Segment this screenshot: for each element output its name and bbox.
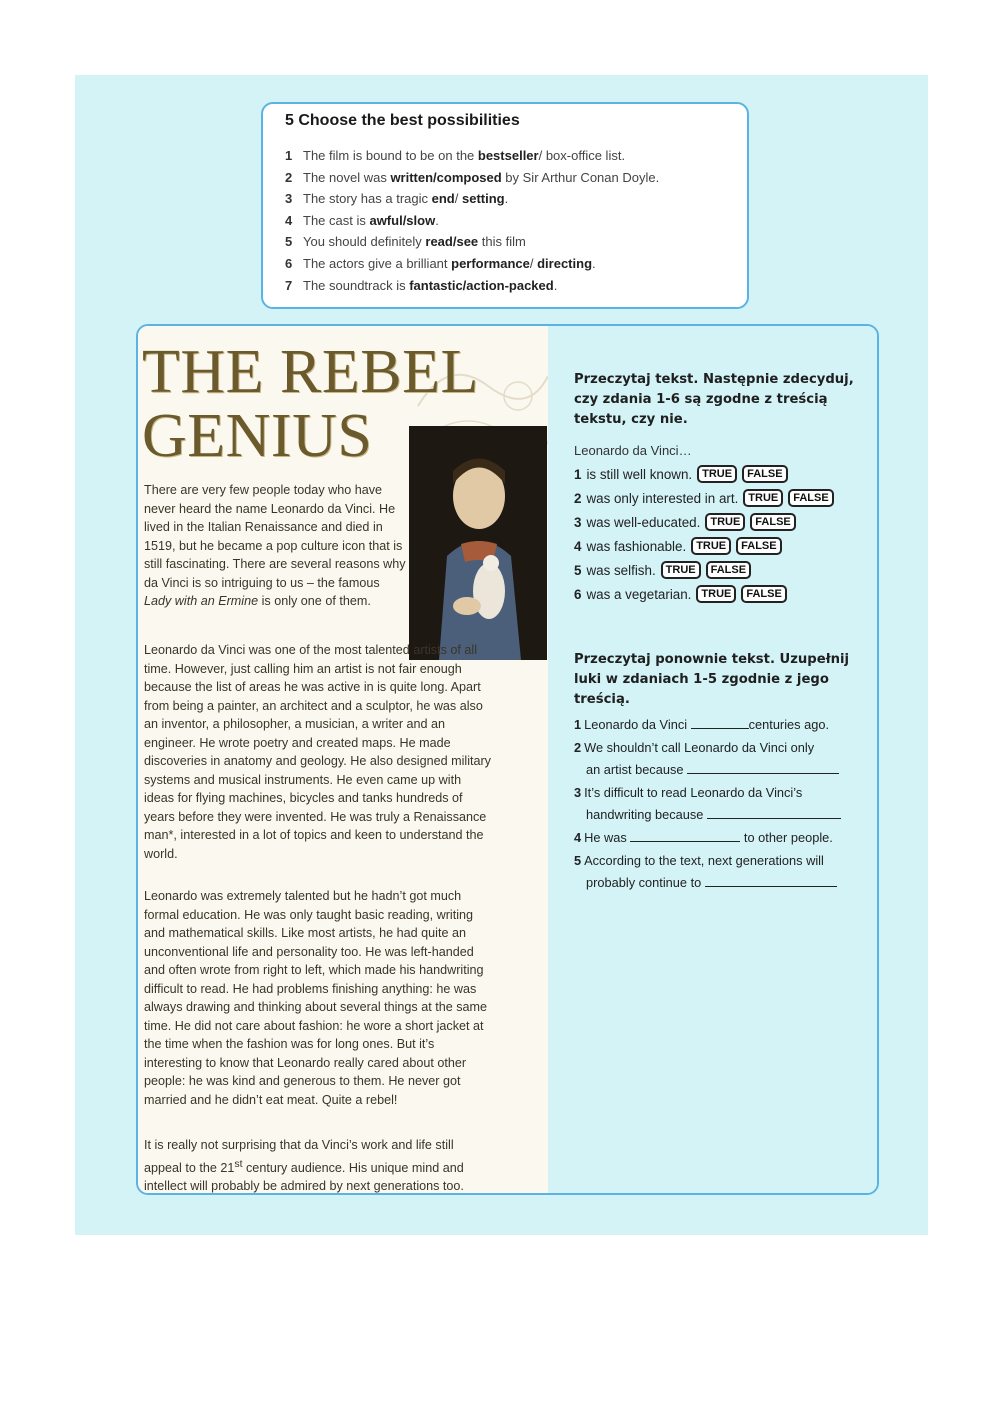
gap-input[interactable] [691, 715, 749, 729]
false-button[interactable]: FALSE [706, 561, 751, 579]
true-button[interactable]: TRUE [705, 513, 745, 531]
article-paragraph-1: There are very few people today who have never heard the name Leonardo da Vinci. He lived in the Italian Renaissance and died in 1519, but he became a pop culture icon that is still fascinating. There are several reasons why da Vinci is so intriguing to us – the famous Lady with an Ermine is only one of them. [144, 483, 406, 608]
gap-fill-instruction: Przeczytaj ponownie tekst. Uzupełnij luki w zdaniach 1-5 zgodnie z jego treścią. [574, 652, 850, 707]
true-false-item: 1 is still well known. TRUE FALSE [574, 462, 834, 486]
true-button[interactable]: TRUE [697, 465, 737, 483]
true-button[interactable]: TRUE [696, 585, 736, 603]
gap-fill-item: 1 Leonardo da Vinci centuries ago. [574, 717, 830, 732]
true-false-item: 6 was a vegetarian. TRUE FALSE [574, 582, 834, 606]
gap-fill-item: 5 According to the text, next generations will probably continue to [574, 850, 874, 894]
true-false-item: 5 was selfish. TRUE FALSE [574, 558, 834, 582]
false-button[interactable]: FALSE [750, 513, 795, 531]
true-button[interactable]: TRUE [661, 561, 701, 579]
true-false-item: 4 was fashionable. TRUE FALSE [574, 534, 834, 558]
exercise-5-item: 3 The story has a tragic end/ setting. [285, 191, 509, 207]
exercise-5-box [261, 102, 749, 309]
true-false-lead: Leonardo da Vinci… [574, 443, 692, 458]
article-paragraph-4: It is really not surprising that da Vinci’s work and life still appeal to the 21st century audience. His unique mind and intellect will probably be admired by next generations too. [144, 1138, 464, 1194]
false-button[interactable]: FALSE [788, 489, 833, 507]
article-paragraph-2: Leonardo da Vinci was one of the most talented artists of all time. However, just calling him an artist is not fair enough because the list of areas he was active in is quite long. Apart from being a painter, an architect and a sculptor, he was also an inventor, a philosopher, a musician, a writer and an engineer. He wrote poetry and created maps. He made discoveries in anatomy and geology. He also designed military systems and musical instruments. He even came up with ideas for flying machines, bicycles and tanks hundreds of years before they were invented. He was truly a Renaissance man*, interested in a lot of topics and keen to understand the world. [144, 643, 491, 861]
exercise-5-item: 5 You should definitely read/see this film [285, 234, 526, 250]
exercise-5-item: 7 The soundtrack is fantastic/action-packed. [285, 277, 558, 293]
exercise-5-item: 2 The novel was written/composed by Sir Arthur Conan Doyle. [285, 169, 660, 185]
gap-input[interactable] [687, 760, 839, 774]
gap-fill-item: 2 We shouldn’t call Leonardo da Vinci only an artist because [574, 737, 874, 781]
lady-with-an-ermine-portrait [409, 426, 547, 660]
false-button[interactable]: FALSE [742, 465, 787, 483]
exercise-5-item: 1 The film is bound to be on the bestseller/ box-office list. [285, 148, 626, 163]
exercise-5-item: 6 The actors give a brilliant performance/ directing. [285, 255, 596, 271]
article-paragraph-3: Leonardo was extremely talented but he hadn’t got much formal education. He was only taught basic reading, writing and mathematical skills. Like most artists, he had quite an unconventional life and personality too. He was left-handed and often wrote from right to left, which made his handwriting difficult to read. He had problems finishing anything: he was always drawing and thinking about several things at the same time. He did not care about fashion: he wore a short jacket at the time when the fashion was for long ones. But it’s interesting to know that Leonardo really cared about other people: he was kind and generous to them. He never got married and he didn’t eat meat. Quite a rebel! [144, 889, 488, 1107]
false-button[interactable]: FALSE [736, 537, 781, 555]
true-false-item: 3 was well-educated. TRUE FALSE [574, 510, 834, 534]
false-button[interactable]: FALSE [741, 585, 786, 603]
gap-fill-item: 3 It’s difficult to read Leonardo da Vinci’s handwriting because [574, 782, 874, 826]
gap-input[interactable] [707, 805, 841, 819]
gap-input[interactable] [705, 873, 837, 887]
true-button[interactable]: TRUE [691, 537, 731, 555]
gap-input[interactable] [630, 828, 740, 842]
exercises-panel [548, 326, 877, 1193]
exercise-5-title: 5 Choose the best possibilities [285, 112, 520, 129]
article-box [136, 324, 879, 1195]
true-false-list [574, 462, 834, 606]
exercise-5-item: 4 The cast is awful/slow. [285, 212, 439, 228]
article-title: THE REBEL GENIUS [142, 338, 479, 470]
gap-fill-item: 4 He was to other people. [574, 830, 833, 845]
true-false-instruction: Przeczytaj tekst. Następnie zdecyduj, czy zdania 1-6 są zgodne z treścią tekstu, czy nie. [574, 372, 854, 427]
true-button[interactable]: TRUE [743, 489, 783, 507]
article-panel [138, 326, 548, 1193]
gap-fill-list [574, 714, 874, 895]
true-false-item: 2 was only interested in art. TRUE FALSE [574, 486, 834, 510]
exercise-5-list [285, 148, 659, 299]
